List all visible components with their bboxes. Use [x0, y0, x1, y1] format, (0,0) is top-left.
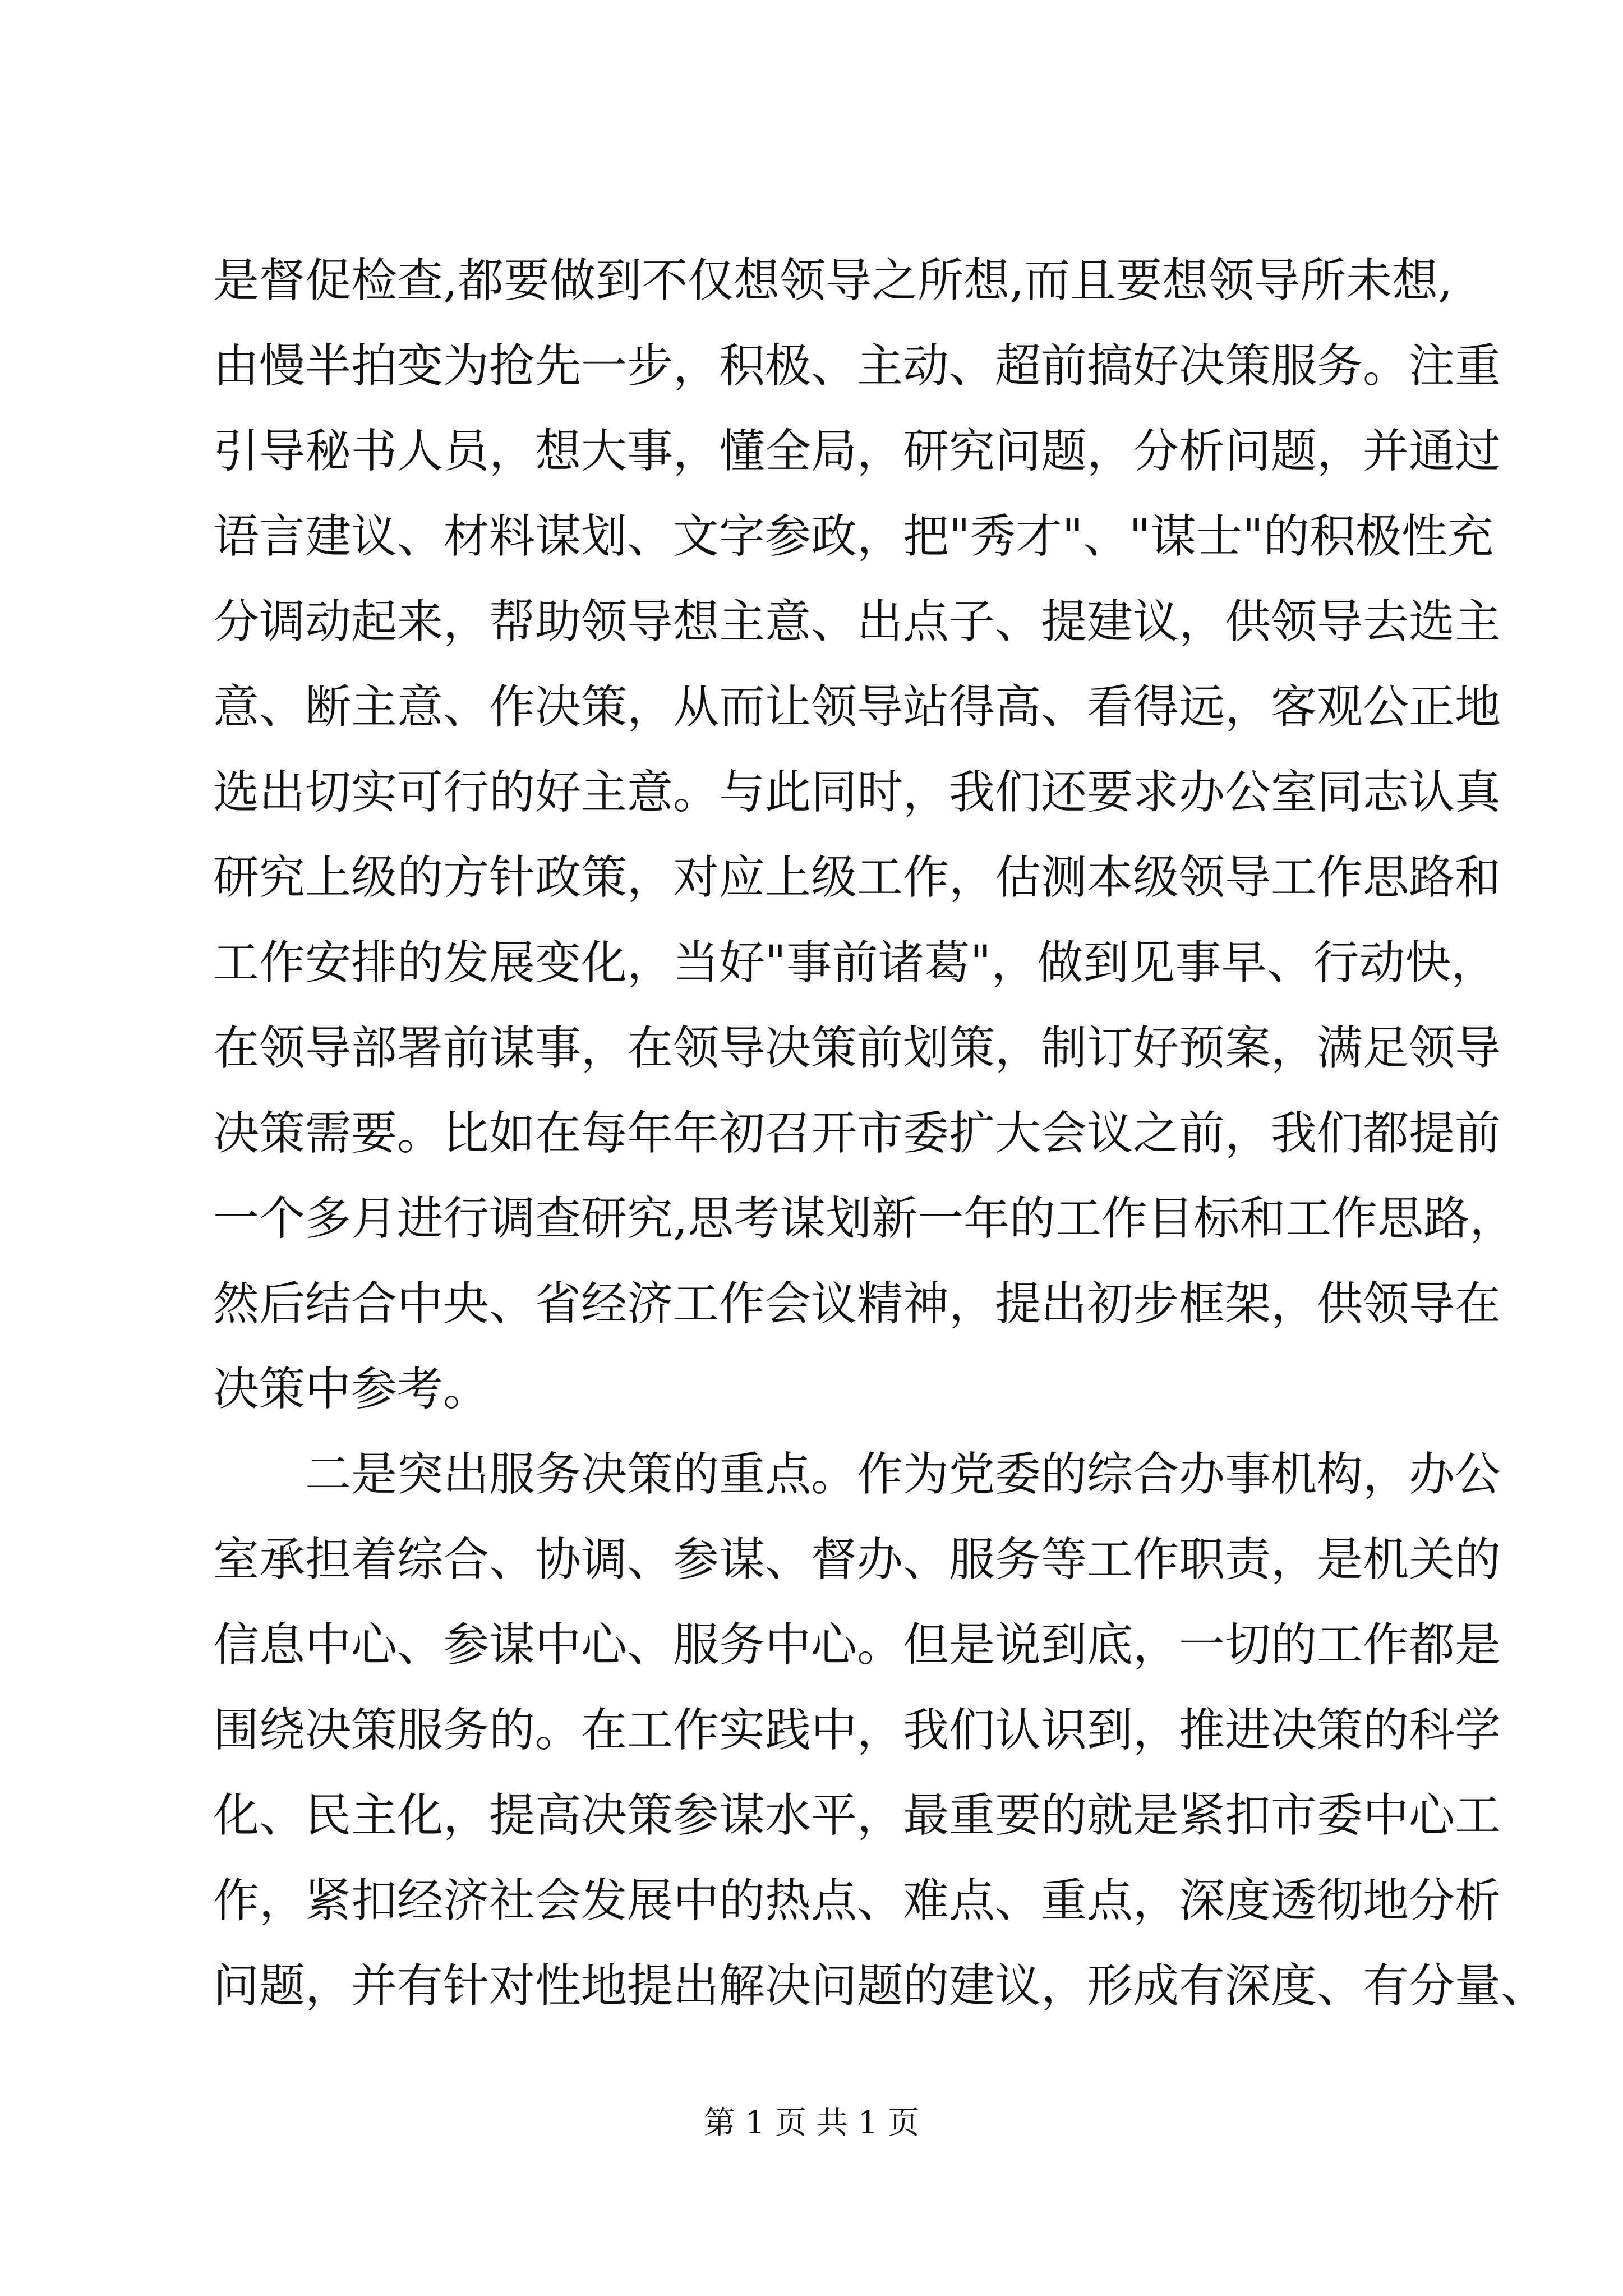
text-line: 然后结合中央、省经济工作会议精神，提出初步框架，供领导在: [213, 1277, 1501, 1331]
page-number-footer: 第 1 页 共 1 页: [703, 2105, 920, 2141]
paragraph-2: [213, 1432, 1547, 2029]
text-line: 决策中参考。: [213, 1363, 490, 1416]
text-line: 作，紧扣经济社会发展中的热点、难点、重点，深度透彻地分析: [213, 1874, 1501, 1927]
text-line: 问题，并有针对性地提出解决问题的建议，形成有深度、有分量、: [213, 1959, 1547, 2013]
text-line: 决策需要。比如在每年年初召开市委扩大会议之前，我们都提前: [213, 1107, 1501, 1160]
text-line: 引导秘书人员，想大事，懂全局，研究问题，分析问题，并通过: [213, 425, 1501, 478]
text-line: 分调动起来，帮助领导想主意、出点子、提建议，供领导去选主: [213, 595, 1501, 648]
text-line: 研究上级的方针政策，对应上级工作，估测本级领导工作思路和: [213, 851, 1501, 904]
text-line: 一个多月进行调查研究,思考谋划新一年的工作目标和工作思路，: [213, 1192, 1516, 1245]
text-line: 信息中心、参谋中心、服务中心。但是说到底，一切的工作都是: [213, 1618, 1501, 1672]
text-line: 化、民主化，提高决策参谋水平，最重要的就是紧扣市委中心工: [213, 1789, 1501, 1842]
text-line: 工作安排的发展变化，当好"事前诸葛"，做到见事早、行动快，: [213, 936, 1497, 990]
text-line: 在领导部署前谋事，在领导决策前划策，制订好预案，满足领导: [213, 1022, 1501, 1075]
text-line: 意、断主意、作决策，从而让领导站得高、看得远，客观公正地: [213, 680, 1501, 734]
text-line: 围绕决策服务的。在工作实践中，我们认识到，推进决策的科学: [213, 1704, 1501, 1757]
text-line: 语言建议、材料谋划、文字参政，把"秀才"、"谋士"的积极性充: [213, 510, 1493, 563]
text-line: 由慢半拍变为抢先一步，积极、主动、超前搞好决策服务。注重: [213, 339, 1501, 393]
text-line: 二是突出服务决策的重点。作为党委的综合办事机构，办公: [305, 1448, 1501, 1501]
paragraph-1: [213, 238, 1516, 1432]
text-line: 选出切实可行的好主意。与此同时，我们还要求办公室同志认真: [213, 766, 1501, 819]
document-body: [213, 238, 1547, 2029]
text-line: 室承担着综合、协调、参谋、督办、服务等工作职责，是机关的: [213, 1533, 1501, 1586]
text-line: 是督促检查,都要做到不仅想领导之所想,而且要想领导所未想,: [213, 254, 1453, 307]
